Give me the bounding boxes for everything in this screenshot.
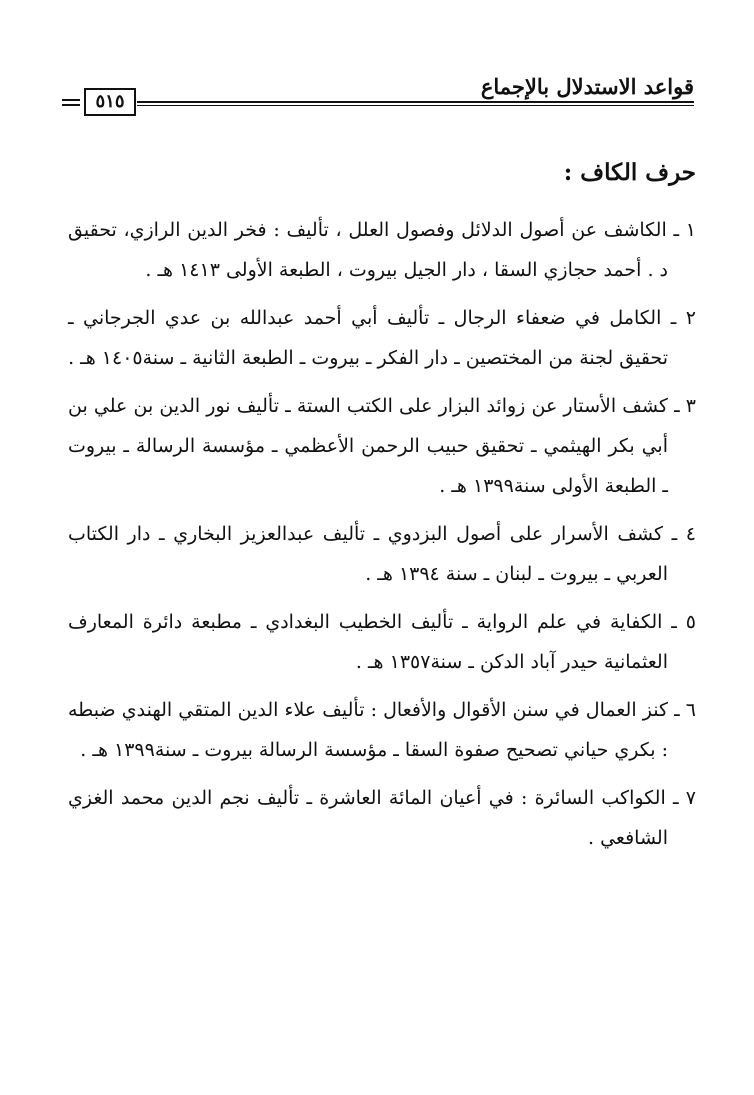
section-heading: حرف الكاف : <box>563 159 696 186</box>
page-body <box>68 150 696 866</box>
running-title: قواعد الاستدلال بالإجماع <box>480 74 694 99</box>
header-rule-left-dash-lower <box>62 104 80 106</box>
page-header <box>62 66 694 122</box>
bibliography-entry: ٥ ـ الكفاية في علم الرواية ـ تأليف الخطيب البغدادي ـ مطبعة دائرة المعارف العثمانية حيدر آباد الدكن ـ سنة١٣٥٧ هـ . <box>68 611 696 673</box>
header-rule <box>137 101 694 103</box>
bibliography-entry: ١ ـ الكاشف عن أصول الدلائل وفصول العلل ، تأليف : فخر الدين الرازي، تحقيق د . أحمد حجازي السقا ، دار الجيل بيروت ، الطبعة الأولى ١٤١٣ هـ . <box>68 219 696 281</box>
bibliography-entry: ٢ ـ الكامل في ضعفاء الرجال ـ تأليف أبي أحمد عبدالله بن عدي الجرجاني ـ تحقيق لجنة من المختصين ـ دار الفكر ـ بيروت ـ الطبعة الثانية ـ سنة١٤٠٥ هـ . <box>68 307 696 369</box>
bibliography-entry: ٤ ـ كشف الأسرار على أصول البزدوي ـ تأليف عبدالعزيز البخاري ـ دار الكتاب العربي ـ بيروت ـ لبنان ـ سنة ١٣٩٤ هـ . <box>68 523 696 585</box>
bibliography-entry: ٣ ـ كشف الأستار عن زوائد البزار على الكتب الستة ـ تأليف نور الدين بن علي بن أبي بكر الهيثمي ـ تحقيق حبيب الرحمن الأعظمي ـ مؤسسة الرسالة ـ بيروت ـ الطبعة الأولى سنة١٣٩٩ هـ . <box>68 395 696 497</box>
bibliography-entry: ٦ ـ كنز العمال في سنن الأقوال والأفعال : تأليف علاء الدين المتقي الهندي ضبطه : بكري حياني تصحيح صفوة السقا ـ مؤسسة الرسالة بيروت ـ سنة١٣٩٩ هـ . <box>68 699 696 761</box>
header-rule-left-dash <box>62 99 80 101</box>
page-number: ٥١٥ <box>84 88 136 116</box>
header-rule-thin <box>137 105 694 106</box>
bibliography-entry: ٧ ـ الكواكب السائرة : في أعيان المائة العاشرة ـ تأليف نجم الدين محمد الغزي الشافعي . <box>68 787 696 849</box>
